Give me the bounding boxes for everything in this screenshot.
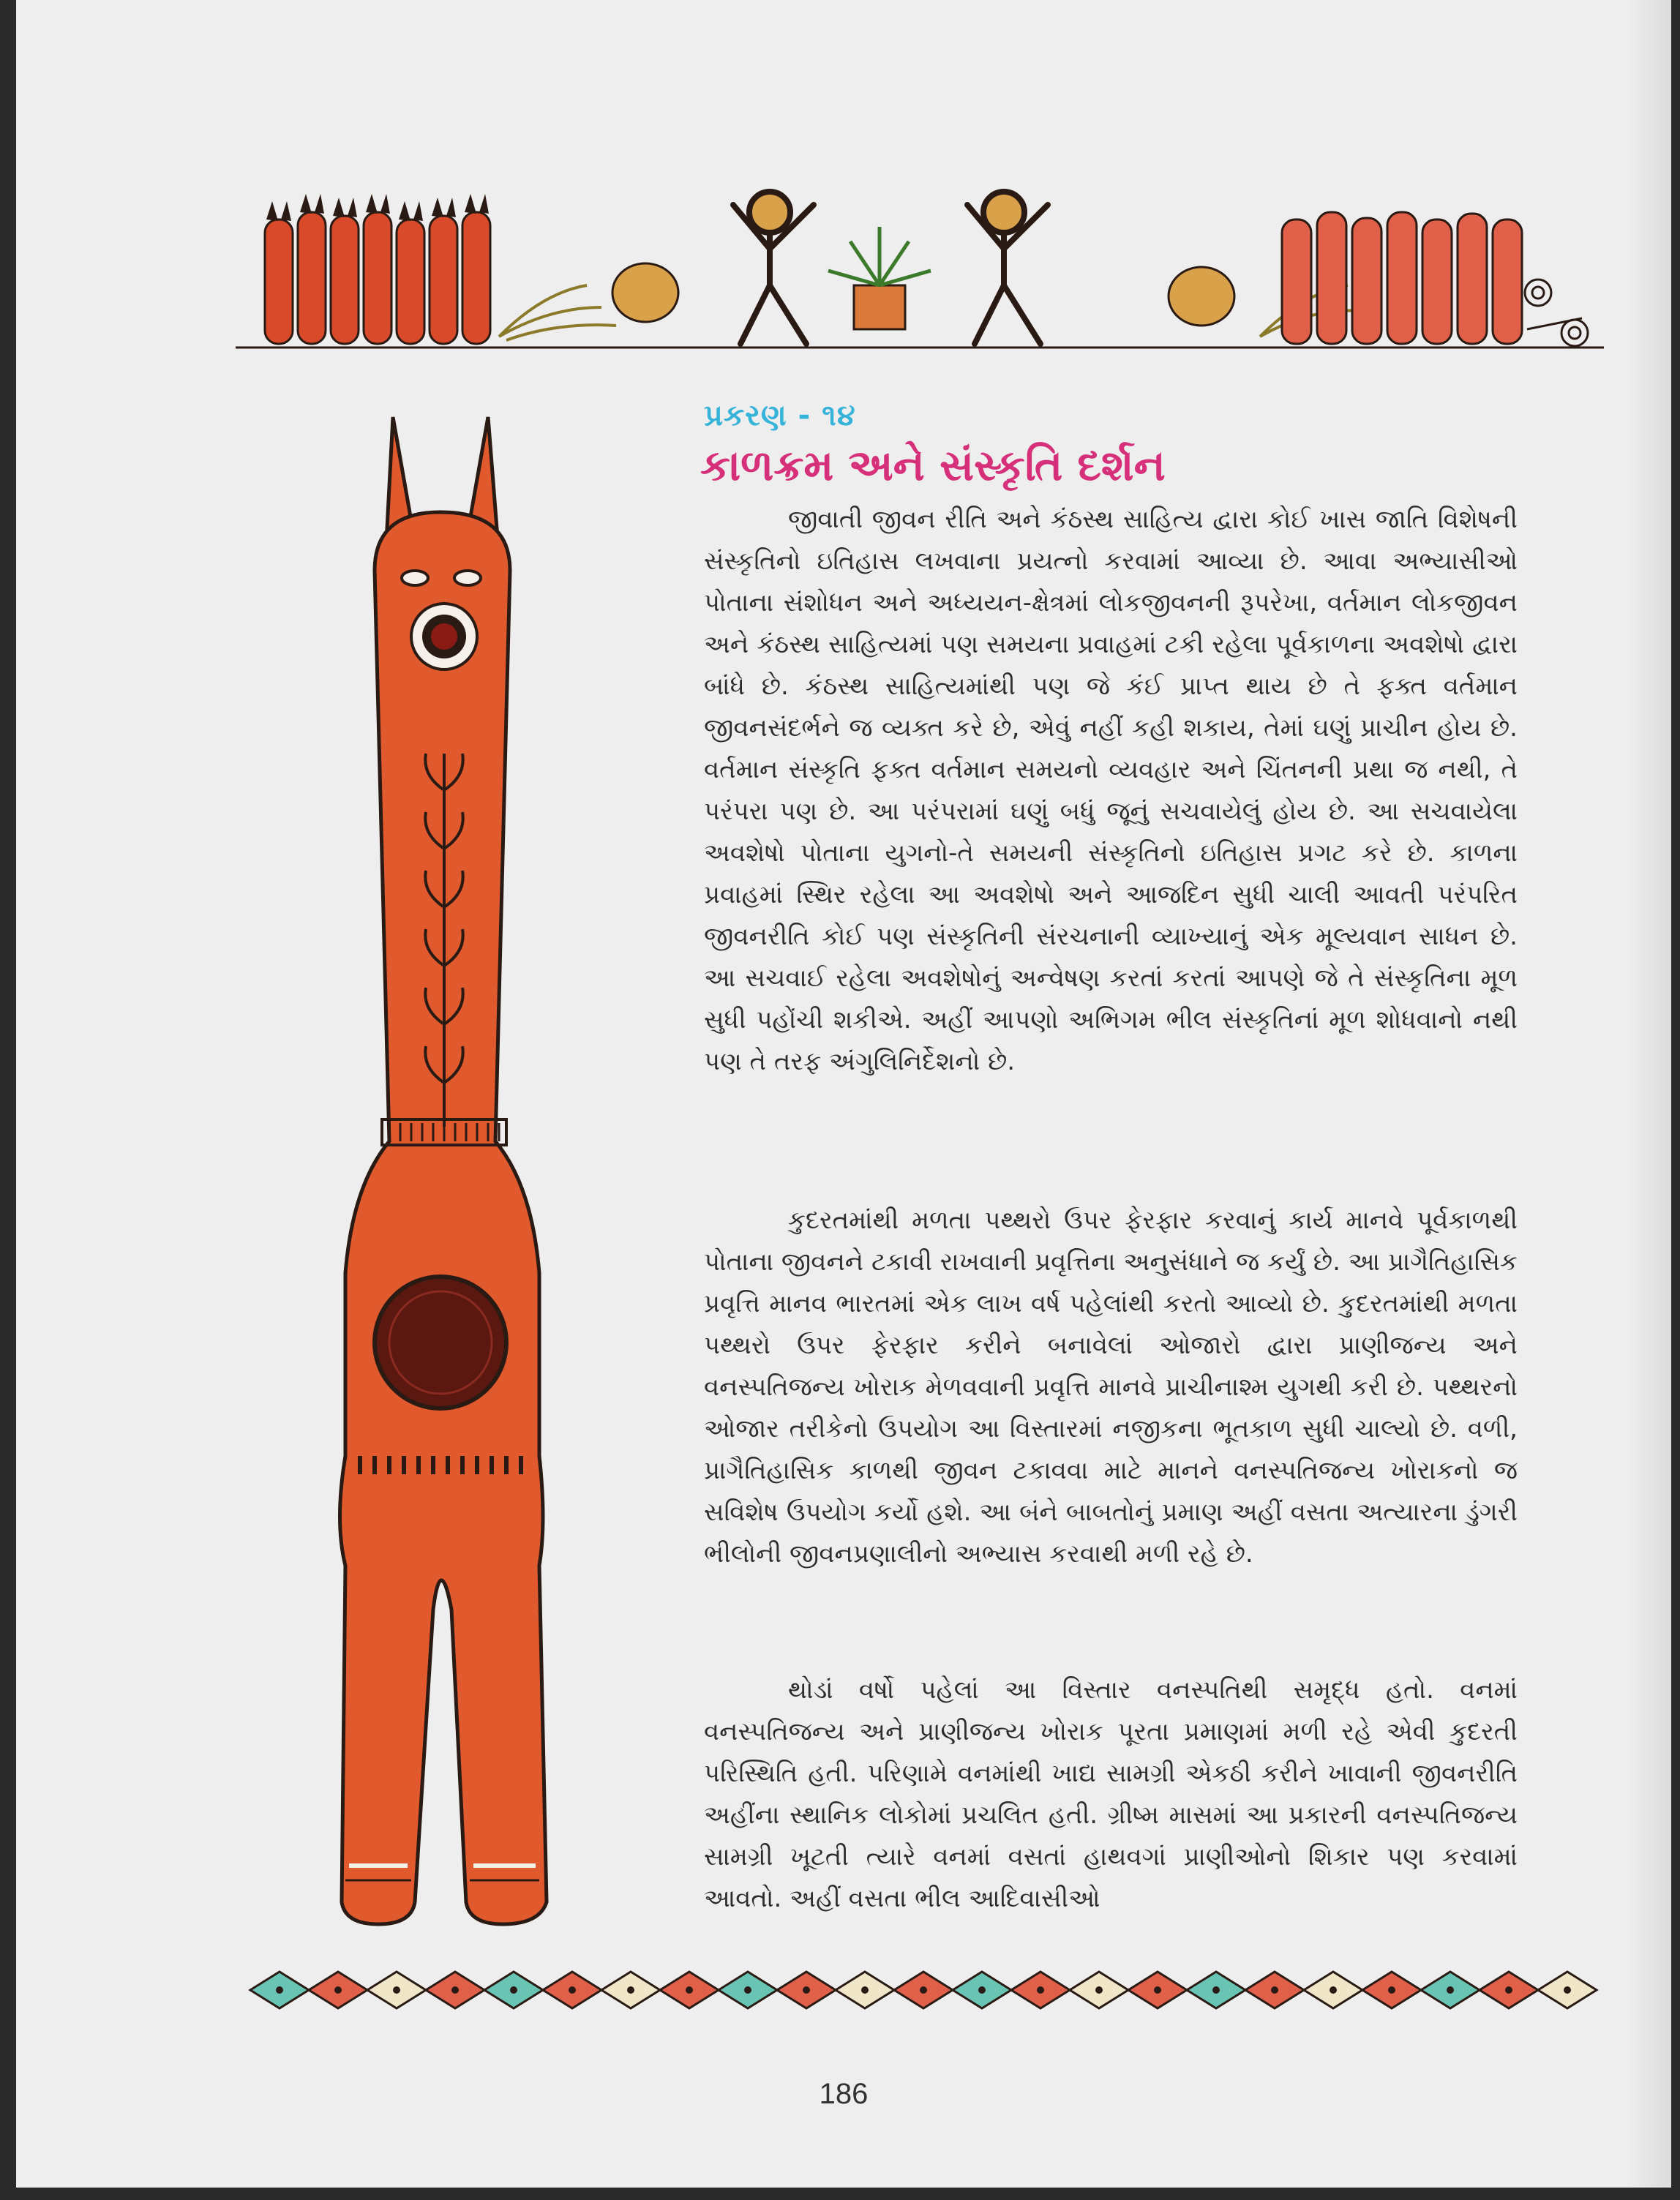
terracotta-horse-figurine-illustration [305,410,583,1939]
tribal-figures-band-illustration [236,161,1604,358]
chapter-number: પ્રકરણ - ૧૪ [704,399,856,432]
book-page [16,0,1671,2188]
chapter-title: કાળક્રમ અને સંસ્કૃતિ દર્શન [700,440,1166,490]
paragraph-3: થોડાં વર્ષો પહેલાં આ વિસ્તાર વનસ્પતિથી સમૃદ્ધ હતો. વનમાં વનસ્પતિજન્ય અને પ્રાણીજન્ય ખોરાક પૂરતા પ્રમાણમાં મળી રહે એવી કુદરતી પરિસ્થિતિ હતી. પરિણામે વનમાંથી ખાદ્ય સામગ્રી એકઠી કરીને ખાવાની જીવનરીતિ અહીંના સ્થાનિક લોકોમાં પ્રચલિત હતી. ગ્રીષ્મ માસમાં આ પ્રકારની વનસ્પતિજન્ય સામગ્રી ખૂટતી ત્યારે વનમાં વસતાં હાથવગાં પ્રાણીઓનો શિકાર પણ કરવામાં આવતો. અહીં વસતા ભીલ આદિવાસીઓ [704,1675,1518,1913]
page-number: 186 [819,2078,869,2110]
diamond-pattern-border-illustration [221,1961,1604,2019]
paragraph-2: કુદરતમાંથી મળતા પથ્થરો ઉપર ફેરફાર કરવાનું કાર્ય માનવે પૂર્વકાળથી પોતાના જીવનને ટકાવી રાખવાની પ્રવૃત્તિના અનુસંધાને જ કર્યું છે. આ પ્રાગૈતિહાસિક પ્રવૃત્તિ માનવ ભારતમાં એક લાખ વર્ષ પહેલાંથી કરતો આવ્યો છે. કુદરતમાંથી મળતા પથ્થરો ઉપર ફેરફાર કરીને બનાવેલાં ઓજારો દ્વારા પ્રાણીજન્ય અને વનસ્પતિજન્ય ખોરાક મેળવવાની પ્રવૃત્તિ માનવે પ્રાચીનાશ્મ યુગથી કરી છે. પથ્થરનો ઓજાર તરીકેનો ઉપયોગ આ વિસ્તારમાં નજીકના ભૂતકાળ સુધી ચાલ્યો છે. વળી, પ્રાગૈતિહાસિક કાળથી જીવન ટકાવવા માટે માનને વનસ્પતિજન્ય ખોરાકનો જ સવિશેષ ઉપયોગ કર્યો હશે. આ બંને બાબતોનું પ્રમાણ અહીં વસતા અત્યારના ડુંગરી ભીલોની જીવનપ્રણાલીનો અભ્યાસ કરવાથી મળી રહે છે. [704,1206,1518,1569]
paragraph-1: જીવાતી જીવન રીતિ અને કંઠસ્થ સાહિત્ય દ્વારા કોઈ ખાસ જાતિ વિશેષની સંસ્કૃતિનો ઇતિહાસ લખવાના પ્રયત્નો કરવામાં આવ્યા છે. આવા અભ્યાસીઓ પોતાના સંશોધન અને અધ્યયન-ક્ષેત્રમાં લોકજીવનની રૂપરેખા, વર્તમાન લોકજીવન અને કંઠસ્થ સાહિત્યમાં પણ સમયના પ્રવાહમાં ટકી રહેલા પૂર્વકાળના અવશેષો દ્વારા બાંધે છે. કંઠસ્થ સાહિત્યમાંથી પણ જે કંઈ પ્રાપ્ત થાય છે તે ફક્ત વર્તમાન જીવનસંદર્ભને જ વ્યક્ત કરે છે, એવું નહીં કહી શકાય, તેમાં ઘણું પ્રાચીન હોય છે. વર્તમાન સંસ્કૃતિ ફક્ત વર્તમાન સમયનો વ્યવહાર અને ચિંતનની પ્રથા જ નથી, તે પરંપરા પણ છે. આ પરંપરામાં ઘણું બધું જૂનું સચવાયેલું હોય છે. આ સચવાયેલા અવશેષો પોતાના યુગનો-તે સમયની સંસ્કૃતિનો ઇતિહાસ પ્રગટ કરે છે. કાળના પ્રવાહમાં સ્થિર રહેલા આ અવશેષો અને આજદિન સુધી ચાલી આવતી પરંપરિત જીવનરીતિ કોઈ પણ સંસ્કૃતિની સંરચનાની વ્યાખ્યાનું એક મૂલ્યવાન સાધન છે. આ સચવાઈ રહેલા અવશેષોનું અન્વેષણ કરતાં કરતાં આપણે જે તે સંસ્કૃતિના મૂળ સુધી પહોંચી શકીએ. અહીં આપણો અભિગમ ભીલ સંસ્કૃતિનાં મૂળ શોધવાનો નથી પણ તે તરફ અંગુલિનિર્દેશનો છે. [704,505,1518,1076]
